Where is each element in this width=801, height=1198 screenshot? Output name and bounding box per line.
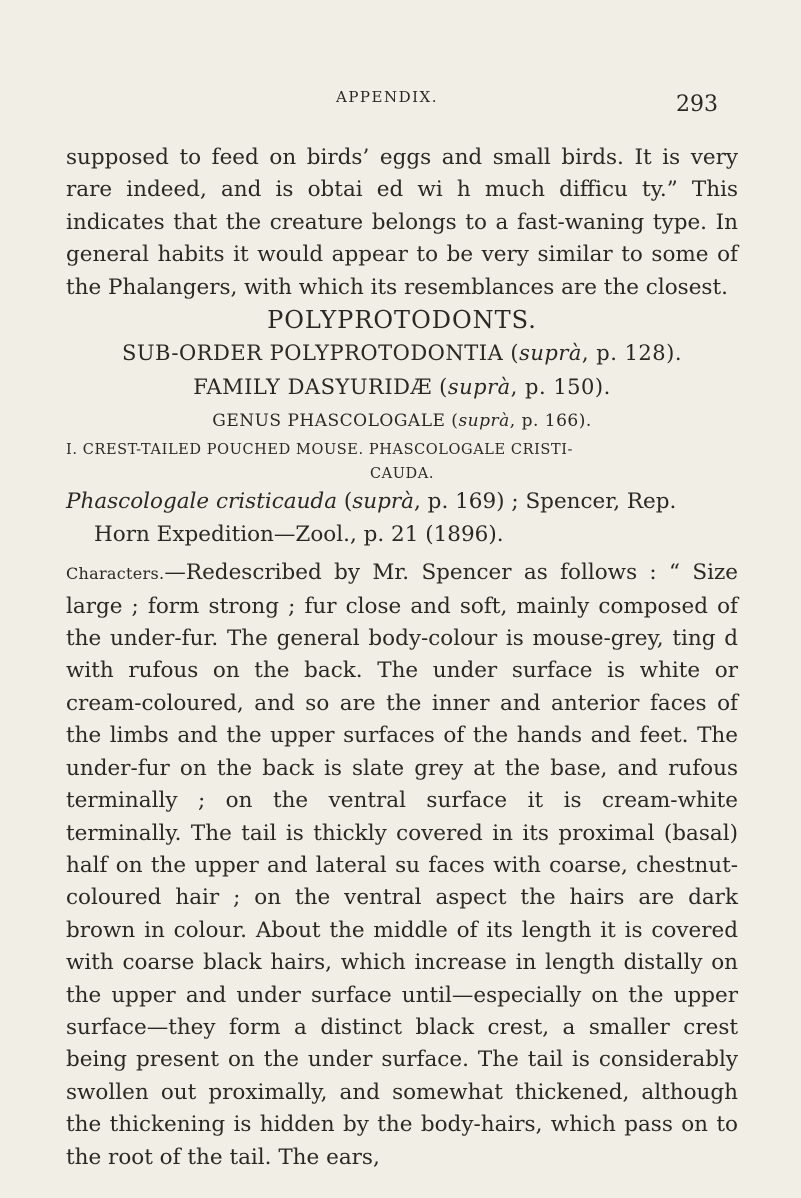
species-heading bbox=[66, 438, 738, 486]
genus-heading bbox=[66, 404, 738, 438]
reference-open: ( bbox=[337, 489, 353, 515]
genus-supra: suprà bbox=[458, 411, 510, 432]
genus-tail: , p. 166). bbox=[509, 411, 592, 432]
characters-paragraph bbox=[66, 557, 738, 1174]
genus-text: GENUS PHASCOLOGALE ( bbox=[212, 411, 459, 432]
reference-tail: , p. 169) ; Spencer, Rep. Horn Expedition—Zool., p. 21 (1896). bbox=[94, 489, 677, 547]
characters-text: —Redescribed by Mr. Spencer as follows : “ Size large ; form strong ; fur close and soft, mainly composed of the under-fur. The general body-colour is mouse-grey, ting d with rufous on the back. The under surface is white or cream-coloured, and so are the inner and anterior faces of the limbs and the upper surfaces of the hands and feet. The under-fur on the back is slate grey at the base, and rufous terminally ; on the ventral surface it is cream-white terminally. The tail is thickly covered in its proximal (basal) half on the upper and lateral su faces with coarse, chestnut-coloured hair ; on the ventral aspect the hairs are dark brown in colour. About the middle of its length it is covered with coarse black hairs, which increase in length distally on the upper and under surface until—especially on the upper surface—they form a distinct black crest, a smaller crest being present on the under surface. The tail is considerably swollen out proximally, and somewhat thickened, although the thickening is hidden by the body-hairs, which pass on to the root of the tail. The ears, bbox=[66, 560, 738, 1170]
family-supra: suprà bbox=[447, 375, 511, 400]
reference-supra: suprà bbox=[352, 489, 415, 515]
species-reference bbox=[66, 486, 738, 551]
section-title: POLYPROTODONTS. bbox=[267, 306, 537, 335]
running-title: APPENDIX. bbox=[336, 88, 438, 106]
suborder-text: SUB-ORDER POLYPROTODONTIA ( bbox=[121, 341, 520, 366]
suborder-heading bbox=[66, 336, 738, 370]
characters-label: Characters. bbox=[66, 564, 165, 584]
family-text: FAMILY DASYURIDÆ ( bbox=[193, 375, 448, 400]
species-line-1: I. CREST-TAILED POUCHED MOUSE. PHASCOLOGALE CRISTI- bbox=[66, 442, 574, 459]
body-text bbox=[66, 142, 738, 1174]
suborder-supra: suprà bbox=[519, 341, 582, 366]
family-heading bbox=[66, 370, 738, 404]
family-tail: , p. 150). bbox=[510, 375, 611, 400]
opening-paragraph: supposed to feed on birds’ eggs and small birds. It is very rare indeed, and is obtai ed wi h much difficu ty.” This indicates that the creature belongs to a fast-waning type. In general habits it would appear to be very similar to some of the Phalangers, with which its resemblances are the closest. bbox=[66, 145, 738, 300]
page-number: 293 bbox=[676, 92, 718, 117]
species-line-2: CAUDA. bbox=[369, 466, 435, 483]
suborder-tail: , p. 128). bbox=[581, 341, 683, 366]
reference-name: Phascologale cristicauda bbox=[66, 489, 338, 515]
